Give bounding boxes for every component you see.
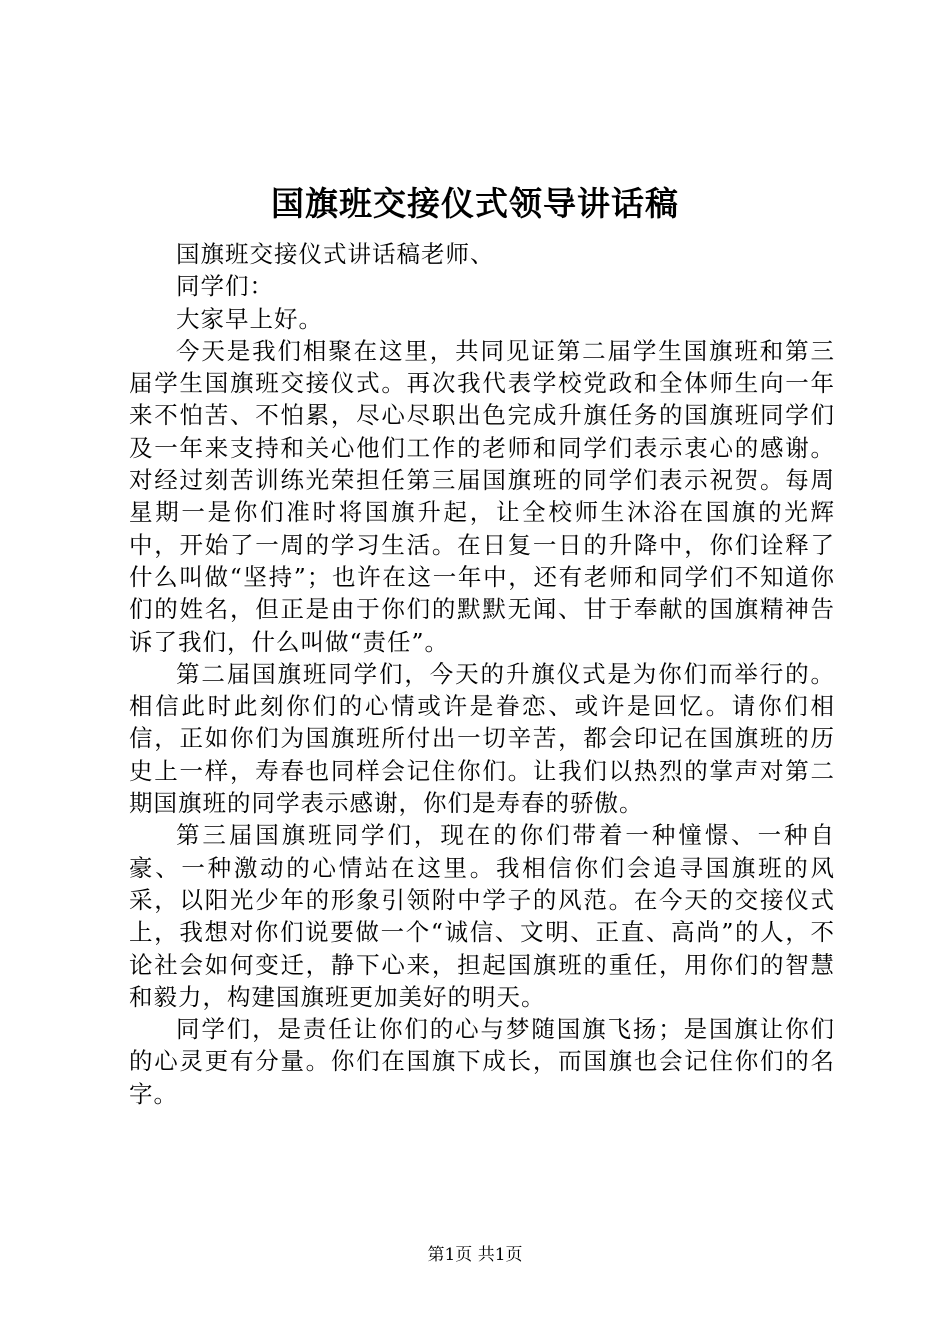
page-number-footer: 第1页 共1页 [427, 1245, 523, 1265]
paragraph: 同学们，是责任让你们的心与梦随国旗飞扬；是国旗让你们的心灵更有分量。你们在国旗下成长，而国旗也会记住你们的名字。 [129, 1015, 835, 1108]
document-title: 国旗班交接仪式领导讲话稿 [271, 184, 679, 223]
paragraph: 国旗班交接仪式讲话稿老师、 [176, 240, 495, 268]
paragraph: 同学们： [176, 272, 274, 301]
paragraph: 今天是我们相聚在这里，共同见证第二届学生国旗班和第三届学生国旗班交接仪式。再次我代表学校党政和全体师生向一年来不怕苦、不怕累，尽心尽职出色完成升旗任务的国旗班同学们及一年来支持和关心他们工作的老师和同学们表示衷心的感谢。对经过刻苦训练光荣担任第三届国旗班的同学们表示祝贺。每周星期一是你们准时将国旗升起，让全校师生沐浴在国旗的光辉中，开始了一周的学习生活。在日复一日的升降中，你们诠释了什么叫做“坚持”；也许在这一年中，还有老师和同学们不知道你们的姓名，但正是由于你们的默默无闻、甘于奉献的国旗精神告诉了我们，什么叫做“责任”。 [129, 336, 835, 656]
document-body [129, 238, 835, 1110]
paragraph: 第三届国旗班同学们，现在的你们带着一种憧憬、一种自豪、一种激动的心情站在这里。我相信你们会追寻国旗班的风采，以阳光少年的形象引领附中学子的风范。在今天的交接仪式上，我想对你们说要做一个“诚信、文明、正直、高尚”的人，不论社会如何变迁，静下心来，担起国旗班的重任，用你们的智慧和毅力，构建国旗班更加美好的明天。 [129, 821, 835, 1011]
paragraph: 大家早上好。 [176, 304, 323, 333]
paragraph: 第二届国旗班同学们，今天的升旗仪式是为你们而举行的。相信此时此刻你们的心情或许是眷恋、或许是回忆。请你们相信，正如你们为国旗班所付出一切辛苦，都会印记在国旗班的历史上一样，寿春也同样会记住你们。让我们以热烈的掌声对第二期国旗班的同学表示感谢，你们是寿春的骄傲。 [129, 659, 835, 818]
